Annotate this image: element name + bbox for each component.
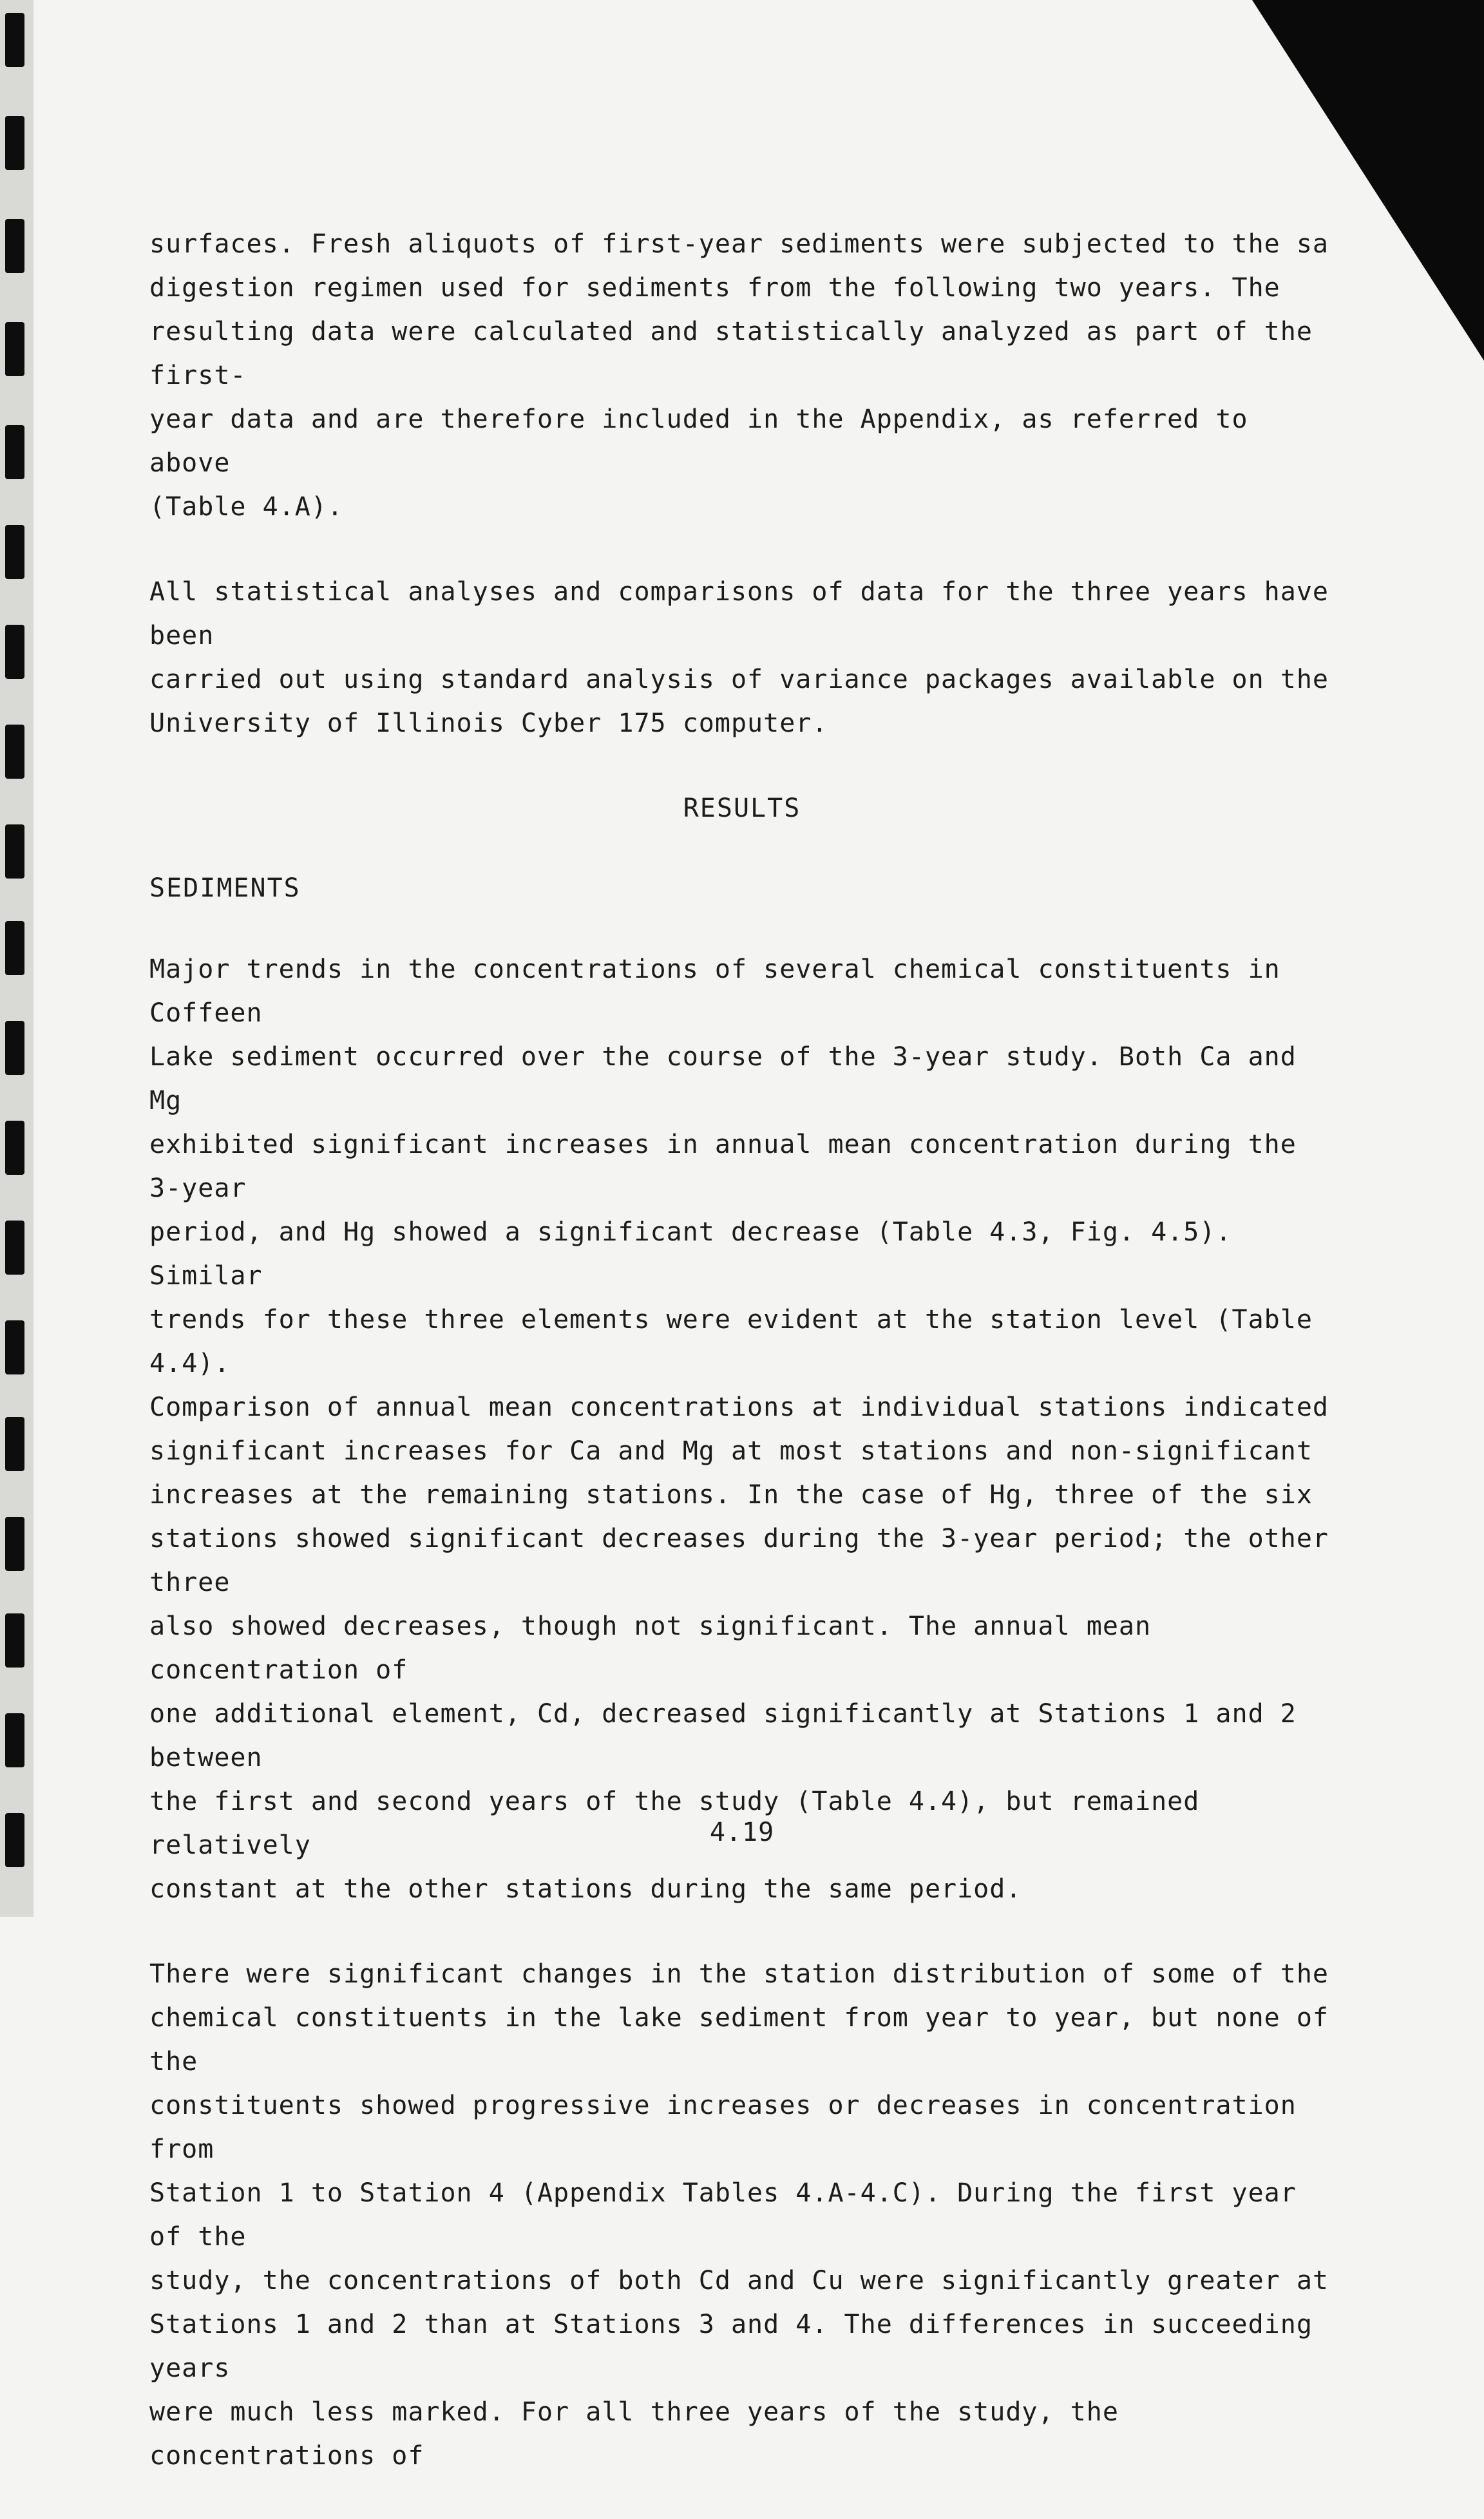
binder-hole [5,1221,24,1275]
binder-hole [5,322,24,376]
binder-hole [5,1613,24,1668]
paragraph: There were significant changes in the station distribution of some of the chemical constituents in the lake sediment from year to year, but none of the constituents showed progressive increases or decreases in concentration from Station 1 to Station 4 (Appendix Tables 4.A-4.C). During the first year of the study, the concentrations of both Cd and Cu were significantly greater at Stations 1 and 2 than at Stations 3 and 4. The differences in succeeding years were much less marked. For all three years of the study, the concentrations of [149,1959,1329,2471]
binder-hole [5,625,24,679]
binder-hole [5,725,24,779]
document-body [149,222,1335,2519]
binder-hole [5,425,24,479]
binder-hole [5,525,24,579]
paragraph: All statistical analyses and comparisons of data for the three years have been carried out using standard analysis of variance packages available on the University of Illinois Cyber 175 computer. [149,577,1329,738]
paragraph: Major trends in the concentrations of several chemical constituents in Coffeen Lake sediment occurred over the course of the 3-year study. Both Ca and Mg exhibited significant increases in annual mean concentration during the 3-year period, and Hg showed a significant decrease (Table 4.3, Fig. 4.5). Similar trends for these three elements were evident at the station level (Table 4.4). Comparison of annual mean concentrations at individual stations indicated significant increases for Ca and Mg at most stations and non-significant increases at the remaining stations. In the case of Hg, three of the six stations showed significant decreases during the 3-year period; the other three also showed decreases, though not significant. The annual mean concentration of one additional element, Cd, decreased significantly at Stations 1 and 2 between the first and second years of the study (Table 4.4), but remained relatively constant at the other stations during the same period. [149,955,1329,1904]
binder-hole [5,1517,24,1571]
binder-hole [5,1320,24,1374]
binder-hole [5,1417,24,1471]
section-heading: RESULTS [683,794,801,823]
page-number: 4.19 [709,1818,775,1847]
paragraph: surfaces. Fresh aliquots of first-year sediments were subjected to the sa digestion regimen used for sediments from the following two years. The resulting data were calculated and statistically analyzed as part of the first- year data and are therefore included in the Appendix, as referred to above (Table 4.A). [149,229,1329,522]
binder-hole [5,116,24,170]
binder-hole [5,921,24,975]
binder-margin [0,0,33,1917]
binder-hole [5,219,24,273]
binder-hole [5,1021,24,1075]
binder-hole [5,824,24,879]
subsection-heading: SEDIMENTS [149,873,301,903]
binder-hole [5,13,24,67]
binder-hole [5,1713,24,1767]
binder-hole [5,1121,24,1175]
